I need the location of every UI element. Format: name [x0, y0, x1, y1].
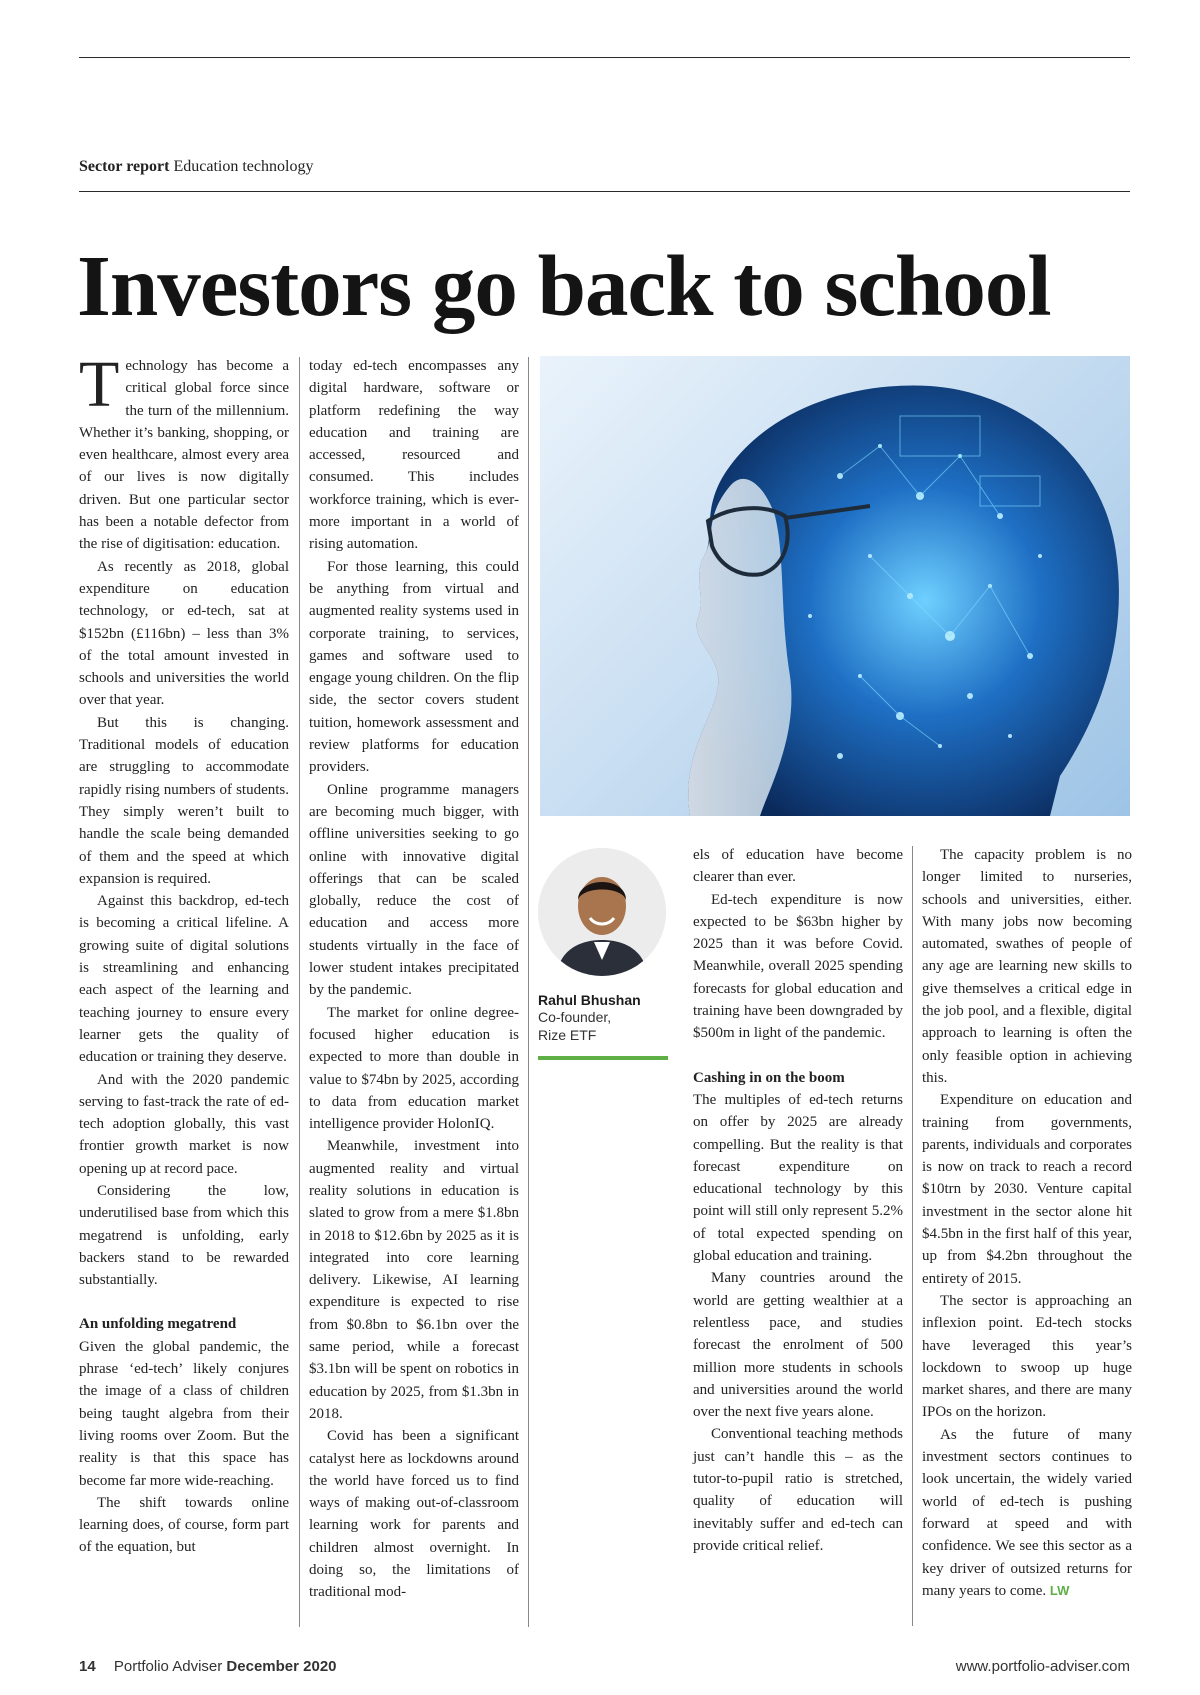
article-paragraph: today ed-tech encompasses any digital hardware, software or platform redefining the way education and training are accessed, resourced and consumed. This includes workforce training, which is ever-more important in a world of rising automation. [309, 358, 519, 553]
article-column-3 [693, 844, 903, 1557]
author-profile [538, 848, 668, 1060]
article-paragraph: And with the 2020 pandemic serving to fast-track the rate of ed-tech adoption globally, this vast frontier growth market is now opening up at record pace. [79, 1071, 289, 1177]
article-paragraph: But this is changing. Traditional models of education are struggling to accommodate rapidly rising numbers of students. They simply weren’t built to handle the scale being demanded of them and the speed at which expansion is required. [79, 714, 289, 887]
page-number: 14 [79, 1658, 96, 1675]
article-paragraph: The capacity problem is no longer limited to nurseries, schools and universities, either. With many jobs now becoming automated, swathes of people of any age are learning new skills to give themselves a critical edge in the job pool, and a flexible, digital approach to learning is often the only feasible option in achieving this. [922, 847, 1132, 1086]
drop-cap: T [79, 348, 120, 421]
article-paragraph: The sector is approaching an inflexion point. Ed-tech stocks have leveraged this year’s lockdown to swoop up huge market shares, and there are many IPOs on the horizon. [922, 1292, 1132, 1421]
article-paragraph: Given the global pandemic, the phrase ‘ed-tech’ likely conjures the image of a class of children being taught algebra from their living rooms over Zoom. But the reality is that this space has become far more wide-reaching. [79, 1338, 289, 1489]
digital-head-illustration [540, 356, 1130, 816]
page-title: Investors go back to school [77, 237, 1051, 334]
column-divider [299, 357, 300, 1627]
section-header [79, 158, 313, 176]
portrait-photo [538, 848, 666, 976]
column-divider [912, 846, 913, 1626]
section-rule [79, 191, 1130, 192]
article-paragraph: Ed-tech expenditure is now expected to be $63bn higher by 2025 than it was before Covid. Meanwhile, overall 2025 spending forecasts for global education and training have been downgraded by $500m in light of the pandemic. [693, 891, 903, 1042]
article-paragraph: The market for online degree-focused higher education is expected to more than double in value to $74bn by 2025, according to data from education market intelligence provider HolonIQ. [309, 1004, 519, 1133]
article-paragraph: Many countries around the world are getting wealthier at a relentless pace, and studies forecast the enrolment of 500 million more students in schools and universities around the world over the next five years alone. [693, 1270, 903, 1421]
subheading: Cashing in on the boom [693, 1069, 845, 1086]
article-paragraph: As the future of many investment sectors continues to look uncertain, the widely varied world of ed-tech is pushing forward at speed and with confidence. We see this sector as a key driver of outsized returns for many years to come. LW [922, 1426, 1132, 1599]
article-paragraph: Technology has become a critical global force since the turn of the millennium. Whether it’s banking, shopping, or even healthcare, almost every area of our lives is now digitally driven. But one particular sector has been a notable defector from the rise of digitisation: education. [79, 348, 289, 553]
article-paragraph: Online programme managers are becoming much bigger, with offline universities seeking to go online with innovative digital offerings that can be scaled globally, reduce the cost of education and access more students virtually in the face of lower student intakes precipitated by the pandemic. [309, 781, 519, 999]
article-paragraph: Considering the low, underutilised base from which this megatrend is unfolding, early backers stand to be rewarded substantially. [79, 1182, 289, 1289]
article-paragraph: The multiples of ed-tech returns on offer by 2025 are already compelling. But the reality is that forecast expenditure on educational technology by this point will still only represent 5.2% of total expected spending on global education and training. [693, 1091, 903, 1265]
hero-image [540, 356, 1130, 816]
article-column-2 [309, 355, 519, 1604]
article-paragraph: els of education have become clearer than ever. [693, 847, 903, 886]
article-paragraph: The shift towards online learning does, of course, form part of the equation, but [79, 1494, 289, 1556]
author-name: Rahul Bhushan [538, 992, 641, 1008]
article-paragraph: Meanwhile, investment into augmented reality and virtual reality solutions in education is slated to grow from a mere $1.8bn in 2018 to $12.6bn by 2025 as it is integrated into core learning delivery. Likewise, AI learning expenditure is expected to rise from $0.8bn to $6.1bn over the same period, while a forecast $3.1bn will be spent on robotics in education by 2025, from $1.3bn in 2018. [309, 1138, 519, 1422]
column-divider [528, 357, 529, 1627]
author-signoff: LW [1049, 1582, 1070, 1598]
subheading: An unfolding megatrend [79, 1316, 237, 1333]
section-label: Sector report [79, 158, 170, 175]
accent-bar [538, 1056, 668, 1060]
article-paragraph: As recently as 2018, global expenditure on education technology, or ed-tech, sat at $152bn (£116bn) – less than 3% of the total amount invested in schools and universities the world over that year. [79, 558, 289, 709]
top-rule [79, 57, 1130, 58]
avatar [538, 848, 666, 976]
article-paragraph: For those learning, this could be anything from virtual and augmented reality systems used in corporate training, to services, games and software used to engage young children. On the flip side, the sector covers student tuition, homework assessment and review platforms for education providers. [309, 558, 519, 776]
article-column-1 [79, 348, 289, 1559]
site-url[interactable]: www.portfolio-adviser.com [955, 1658, 1130, 1675]
article-paragraph: Expenditure on education and training from governments, parents, individuals and corporates is now on track to reach a record $10trn by 2030. Venture capital investment in the sector alone hit $4.5bn in the first half of this year, up from $4.2bn throughout the entirety of 2015. [922, 1092, 1132, 1287]
publication-name: Portfolio Adviser [113, 1658, 223, 1675]
article-column-4 [922, 844, 1132, 1602]
article-paragraph: Against this backdrop, ed-tech is becoming a critical lifeline. A growing suite of digital solutions is streamlining and enhancing each aspect of the learning and teaching journey to ensure every learner gets the quality of education or training they deserve. [79, 893, 289, 1066]
issue-date: December 2020 [226, 1658, 337, 1675]
section-topic: Education technology [173, 158, 314, 175]
page-footer [79, 1658, 1130, 1675]
article-paragraph: Covid has been a significant catalyst here as lockdowns around the world have forced us to find ways of making out-of-classroom learning work for parents and children almost overnight. In doing so, the limitations of traditional mod- [309, 1428, 519, 1601]
article-paragraph: Conventional teaching methods just can’t handle this – as the tutor-to-pupil ratio is stretched, quality of education will inevitably suffer and ed-tech can provide critical relief. [693, 1426, 903, 1554]
author-role: Co-founder, Rize ETF [538, 1009, 612, 1043]
